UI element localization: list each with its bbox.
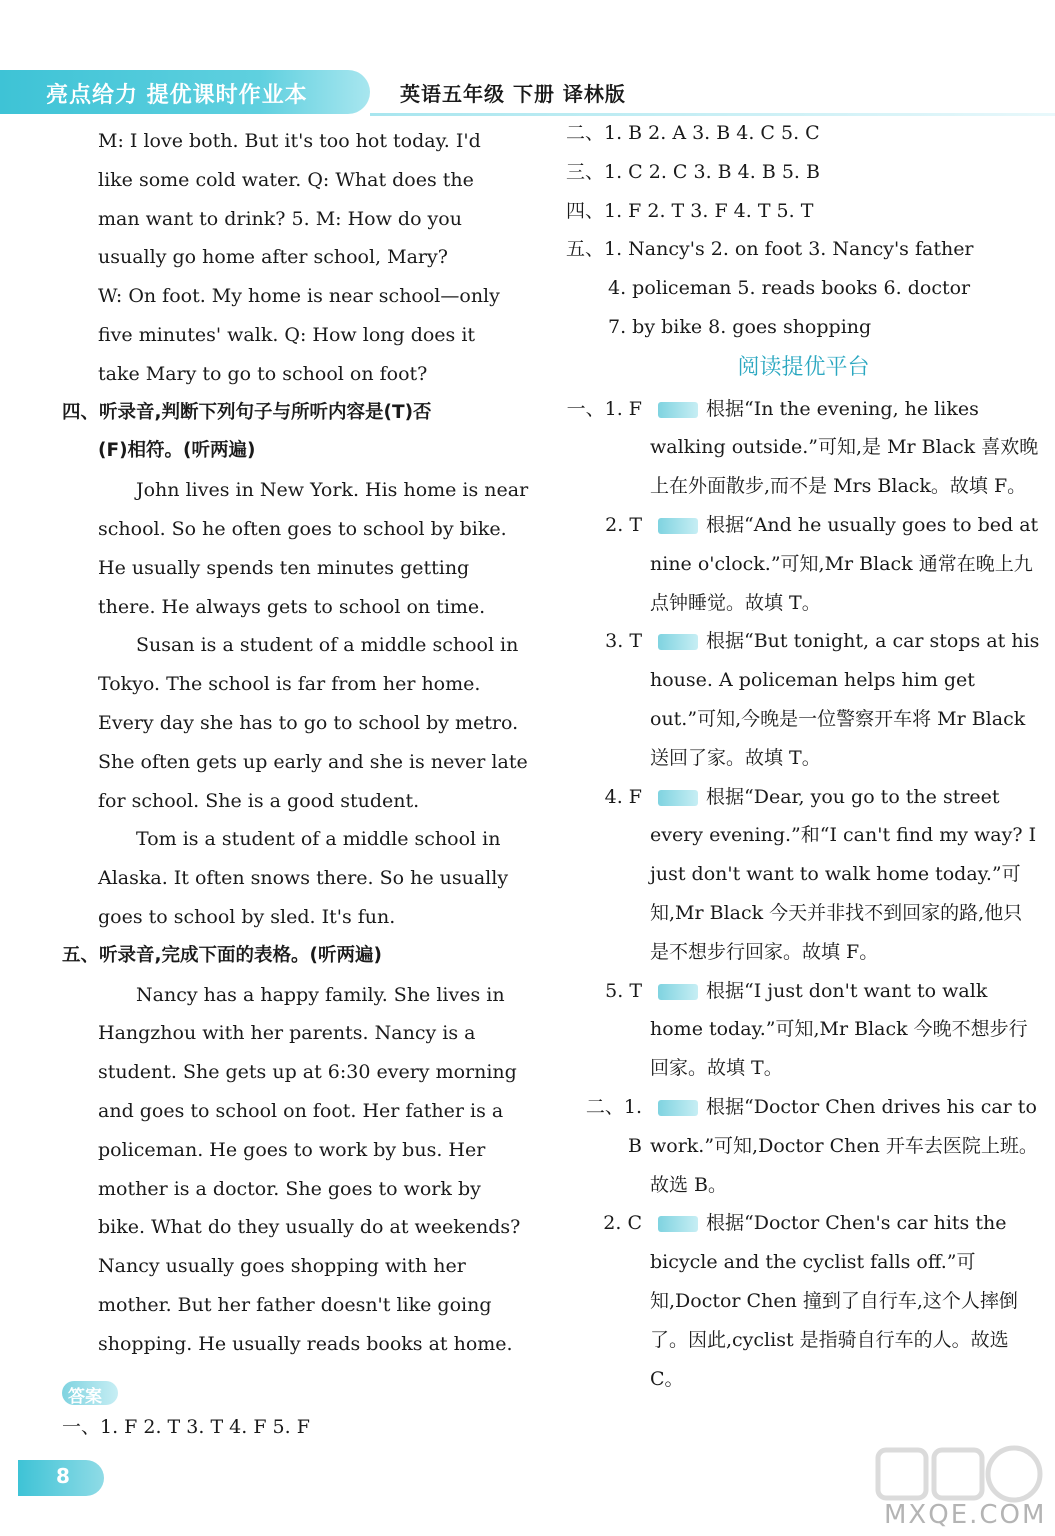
answers-section-5-cont: 7. by bike 8. goes shopping (608, 315, 872, 338)
analysis-tag-icon (658, 1100, 698, 1116)
section-5-passage (62, 976, 532, 1364)
analysis-text: 根据“Doctor Chen drives his car to work.”可知,Doctor Chen 开车去医院上班。故选 B。 (650, 1095, 1038, 1196)
analysis-tag-icon (658, 518, 698, 534)
script-line: take Mary to go to school on foot? (98, 362, 428, 385)
reading-answer (566, 1204, 1041, 1398)
section-4-heading-cont: (F)相符。(听两遍) (98, 440, 256, 462)
analysis-text: 根据“Doctor Chen's car hits the bicycle and the cyclist falls off.”可知,Doctor Chen 撞到了自行车,这个人摔倒了。因此,cyclist 是指骑自行车的人。故选 C。 (650, 1212, 1018, 1390)
answers-section-1: 一、1. F 2. T 3. T 4. F 5. F (62, 1416, 310, 1438)
analysis-text: 根据“And he usually goes to bed at nine o'clock.”可知,Mr Black 通常在晚上九点钟睡觉。故填 T。 (650, 513, 1039, 614)
answer-number: 二、1. B (585, 1095, 642, 1157)
analysis-text: 根据“I just don't want to walk home today.”可知,Mr Black 今晚不想步行回家。故填 T。 (650, 979, 1028, 1080)
answers-section-5-cont: 4. policeman 5. reads books 6. doctor (608, 277, 971, 300)
script-line: W: On foot. My home is near school—only (98, 285, 500, 308)
analysis-tag-icon (658, 790, 698, 806)
passage-paragraph: Susan is a student of a middle school in Tokyo. The school is far from her home. Every day she has to go to school by metro. She often gets up early and she is never late for school. She is a good student. (98, 634, 528, 812)
answer-number: 2. T (605, 513, 642, 536)
passage-paragraph: John lives in New York. His home is near school. So he often goes to school by bike. He usually spends ten minutes getting there. He always gets to school on time. (98, 479, 529, 618)
left-column (62, 122, 532, 1364)
answers-section-2: 二、1. B 2. A 3. B 4. C 5. C (566, 122, 820, 144)
answer-number: 5. T (605, 979, 642, 1002)
reading-answer (566, 972, 1041, 1088)
script-line: usually go home after school, Mary? (98, 246, 448, 269)
book-title: 英语五年级 下册 译林版 (400, 82, 626, 106)
analysis-tag-icon (658, 402, 698, 418)
reading-answer (566, 1088, 1041, 1204)
reading-answer (566, 390, 1041, 506)
reading-answer (566, 506, 1041, 622)
script-continuation (62, 122, 532, 394)
answers-section-5: 五、1. Nancy's 2. on foot 3. Nancy's father (566, 238, 974, 261)
answer-number: 3. T (605, 630, 642, 653)
analysis-text: 根据“But tonight, a car stops at his house. A policeman helps him get out.”可知,今晚是一位警察开车将 Mr Black 送回了家。故填 T。 (650, 630, 1040, 769)
analysis-text: 根据“Dear, you go to the street every evening.”和“I can't find my way? I just don't want to walk home today.”可知,Mr Black 今天并非找不到回家的路,他只是不想步行回家。故填 F。 (650, 785, 1037, 963)
script-line: man want to drink? 5. M: How do you (98, 207, 462, 230)
reading-section-title: 阅读提优平台 (737, 354, 870, 380)
section-4-heading: 四、听录音,判断下列句子与所听内容是(T)否 (62, 401, 432, 423)
analysis-tag-icon (658, 634, 698, 650)
analysis-tag-icon (658, 1216, 698, 1232)
series-name: 亮点给力 提优课时作业本 (46, 83, 308, 108)
answers-section-3: 三、1. C 2. C 3. B 4. B 5. B (566, 160, 820, 183)
right-column (566, 114, 1041, 1398)
answer-label: 答案 (68, 1387, 102, 1407)
analysis-text: 根据“In the evening, he likes walking outside.”可知,是 Mr Black 喜欢晚上在外面散步,而不是 Mrs Black。故填 F。 (650, 397, 1039, 498)
reading-answer (566, 622, 1041, 777)
passage-paragraph: Nancy has a happy family. She lives in Hangzhou with her parents. Nancy is a student. She gets up at 6:30 every morning and goes to school on foot. Her father is a policeman. He goes to work by bus. Her mother is a doctor. She goes to work by bike. What do they usually do at weekends? Nancy usually goes shopping with her mother. But her father doesn't like going shopping. He usually reads books at home. (98, 983, 521, 1355)
script-line: five minutes' walk. Q: How long does it (98, 323, 476, 346)
section-5-heading: 五、听录音,完成下面的表格。(听两遍) (62, 944, 382, 966)
script-line: M: I love both. But it's too hot today. I'd (98, 130, 481, 152)
answers-section-4: 四、1. F 2. T 3. F 4. T 5. T (566, 199, 814, 222)
analysis-tag-icon (658, 984, 698, 1000)
watermark-text: MXQE.COM (884, 1500, 1047, 1530)
script-line: like some cold water. Q: What does the (98, 168, 474, 191)
reading-answer (566, 778, 1041, 972)
answer-number: 4. F (604, 785, 642, 808)
passage-paragraph: Tom is a student of a middle school in Alaska. It often snows there. So he usually goes to school by sled. It's fun. (98, 828, 509, 928)
section-4-passage (62, 471, 532, 937)
answer-number: 一、1. F (566, 397, 642, 420)
page-number: 8 (56, 1464, 70, 1488)
answer-number: 2. C (603, 1212, 642, 1235)
